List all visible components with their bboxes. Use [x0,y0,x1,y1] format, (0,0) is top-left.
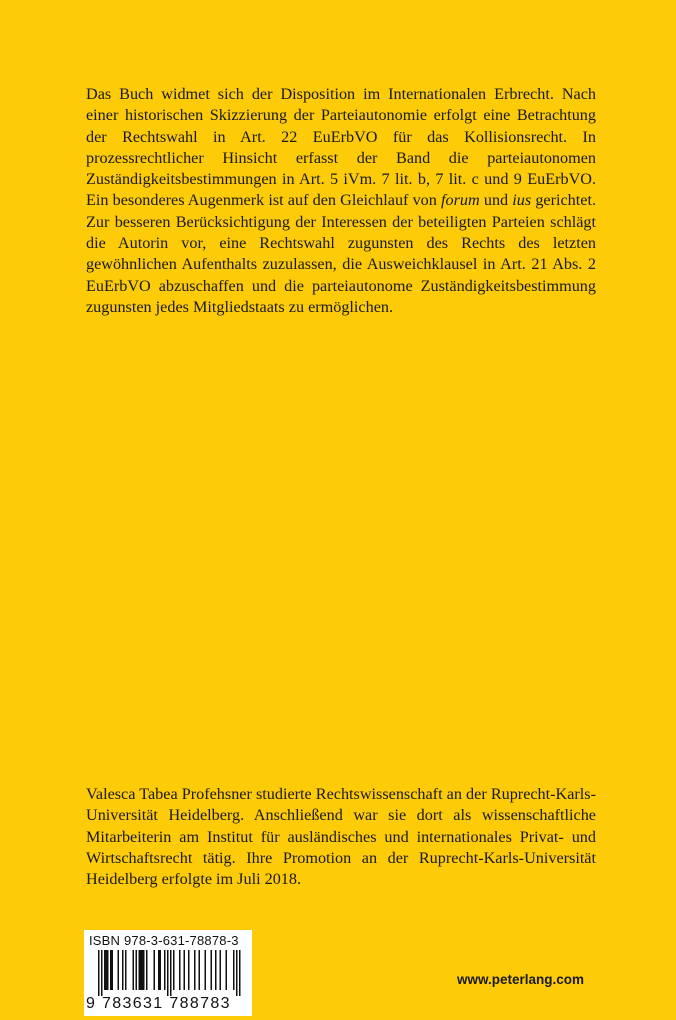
barcode-bar [112,950,114,990]
blurb-italic-forum: forum [441,191,480,210]
barcode-bar [211,950,213,990]
barcode-bar [160,950,162,990]
barcode-bar [122,950,124,990]
barcode-bar [142,950,144,990]
barcode-bar [104,950,106,990]
barcode-bar [215,950,217,990]
barcode-bar [158,950,160,990]
barcode-digits: 9 783631 788783 [86,995,231,1012]
barcode-bar [133,950,135,990]
barcode-bar [233,950,235,990]
barcode-bar [199,950,201,990]
barcode-bar [173,950,175,990]
barcode-bar [125,950,127,990]
barcode-bar [140,950,142,990]
barcode-guard-bar [239,950,241,996]
barcode-guard-bar [101,950,103,996]
blurb-text-3: gerichtet. Zur besseren Berücksichtigung der Interessen der beteiligten Parteien schlägt die Autorin vor, eine Rechtswahl zugunsten des Rechts des letzten gewöhnlichen Aufenthalts zuzulassen, die Ausweichklausel in Art. 21 Abs. 2 EuErbVO abzuschaffen und die parteiautonome Zuständigkeitsbestimmung zugunsten jedes Mitgliedstaats zu ermöglichen. [86,191,597,316]
barcode-guard-bar [98,950,100,996]
blurb-text-1: Das Buch widmet sich der Disposition im Internationalen Erbrecht. Nach einer historischen Skizzierung der Parteiautonomie erfolgt eine Betrachtung der Rechtswahl in Art. 22 EuErbVO für das Kollisionsrecht. In prozessrechtlicher Hinsicht erfasst der Band die parteiautonomen Zuständigkeitsbestimmungen in Art. 5 iVm. 7 lit. b, 7 lit. c und 9 EuErbVO. Ein besonderes Augenmerk ist auf den Gleichlauf von [86,85,596,210]
barcode-bar [143,950,145,990]
author-biography: Valesca Tabea Profehsner studierte Rechtswissenschaft an der Ruprecht-Karls-Universität Heidelberg. Anschließend war sie dort als wissenschaftliche Mitarbeiterin am Institut für ausländisches und internationales Privat- und Wirtschaftsrecht tätig. Ihre Promotion an der Ruprecht-Karls-Universität Heidelberg erfolgte im Juli 2018. [86,785,596,889]
barcode-bar [110,950,112,990]
publisher-url[interactable]: www.peterlang.com [457,972,585,987]
barcode-bar [226,950,228,990]
barcode-guard-bar [167,950,169,996]
barcode-bar [205,950,207,990]
barcode-guard-bar [236,950,238,996]
barcode-bar [146,950,148,990]
barcode-bar [136,950,138,990]
isbn-barcode [84,930,252,1016]
isbn-label: ISBN 978-3-631-78878-3 [89,933,239,948]
barcode-bar [154,950,156,990]
barcode-bars [88,950,248,996]
barcode-bar [184,950,186,990]
barcode-bar [118,950,120,990]
barcode-bar [107,950,109,990]
barcode-bar [220,950,222,990]
blurb-italic-ius: ius [512,191,532,210]
barcode-bar [188,950,190,990]
barcode-bar [106,950,108,990]
blurb-text-2: und [479,191,513,210]
barcode-bar [194,950,196,990]
barcode-bar [179,950,181,990]
barcode-bar [164,950,166,990]
barcode-bar [139,950,141,990]
book-description [86,84,596,318]
barcode-guard-bar [170,950,172,996]
